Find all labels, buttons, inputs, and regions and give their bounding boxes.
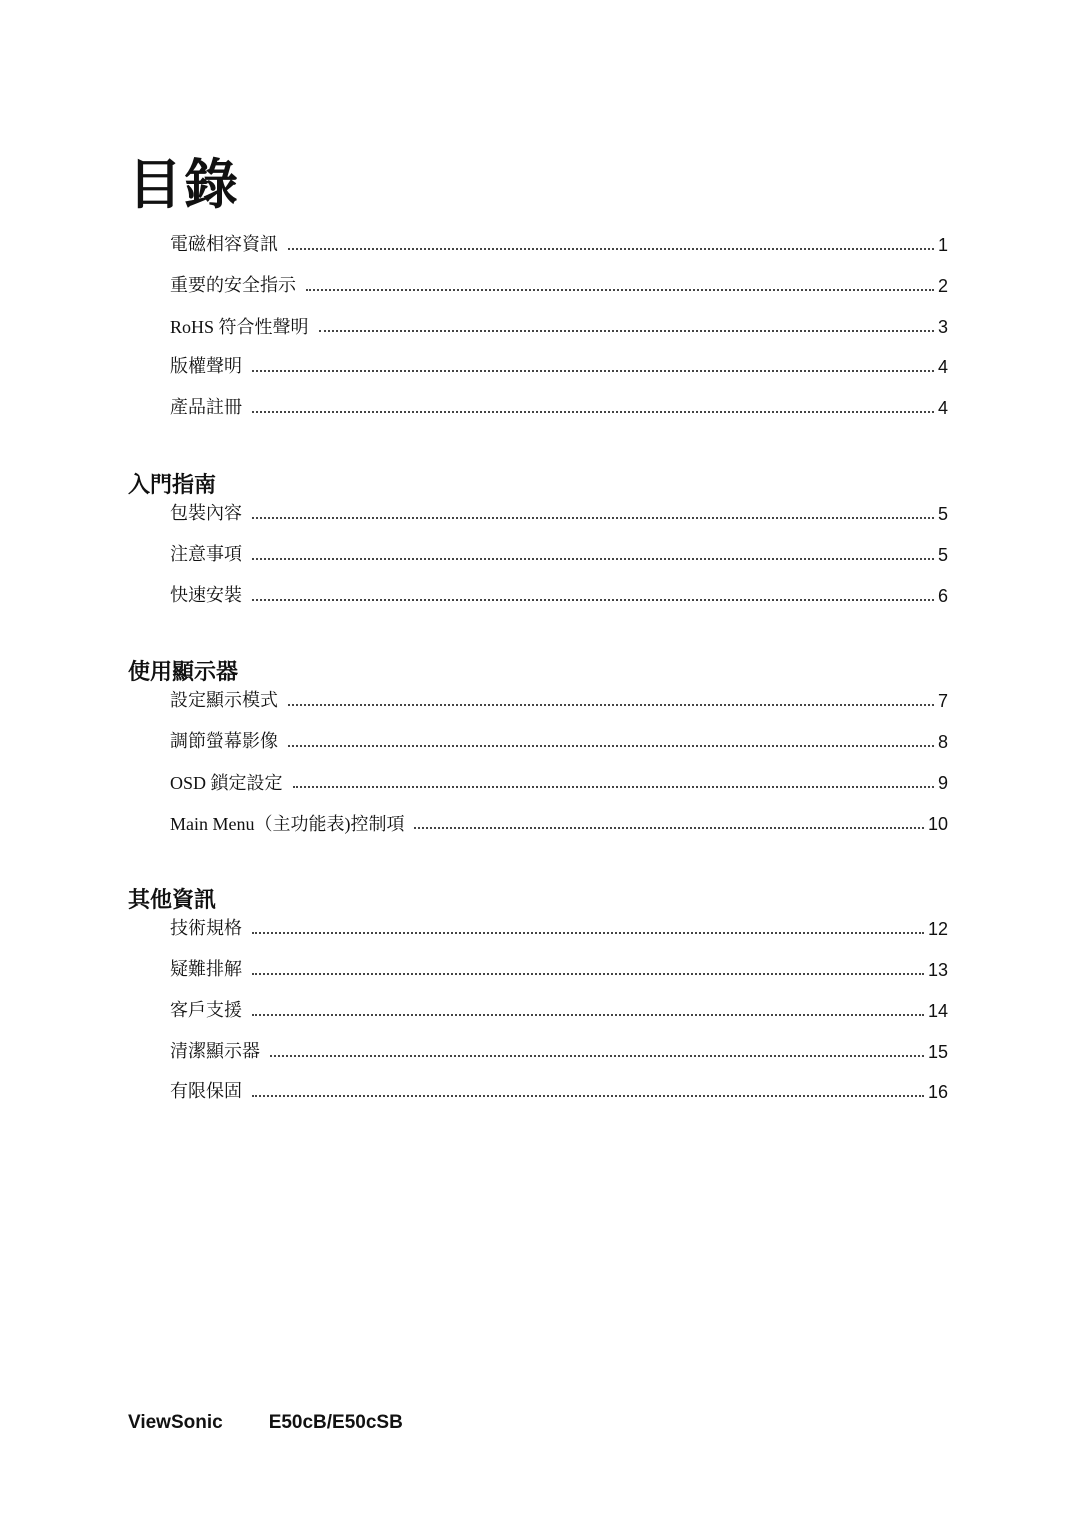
toc-entry-label: 注意事項 <box>170 544 242 565</box>
toc-entry-label: RoHS 符合性聲明 <box>170 317 309 337</box>
toc-dot-leader <box>293 786 934 788</box>
toc-entry-label: 技術規格 <box>170 918 242 939</box>
toc-entry[interactable] <box>170 912 948 938</box>
toc-page-number: 7 <box>937 691 948 711</box>
toc-page-number: 2 <box>937 276 948 296</box>
toc-page-number: 10 <box>927 814 948 834</box>
toc-entry-label: OSD 鎖定設定 <box>170 773 283 793</box>
section-heading: 入門指南 <box>128 473 217 499</box>
toc-page-number: 13 <box>927 960 948 980</box>
toc-entry[interactable] <box>170 766 948 792</box>
toc-dot-leader <box>319 330 934 332</box>
toc-page-number: 16 <box>927 1082 948 1102</box>
toc-dot-leader <box>252 411 934 413</box>
page-footer <box>128 1412 403 1434</box>
toc-page-number: 3 <box>937 317 948 337</box>
toc-entry-label: 版權聲明 <box>170 356 242 377</box>
section-heading: 其他資訊 <box>128 888 217 914</box>
toc-entry-label: 調節螢幕影像 <box>170 731 278 752</box>
toc-page-number: 14 <box>927 1001 948 1021</box>
footer-brand: ViewSonic <box>128 1412 223 1433</box>
toc-page-number: 4 <box>937 398 948 418</box>
toc-entry[interactable] <box>170 391 948 417</box>
toc-entry[interactable] <box>170 953 948 979</box>
toc-page-number: 15 <box>927 1042 948 1062</box>
toc-entry-label: 疑難排解 <box>170 959 242 980</box>
toc-page-number: 4 <box>937 357 948 377</box>
toc-dot-leader <box>252 599 934 601</box>
toc-entry-label: 設定顯示模式 <box>170 690 278 711</box>
toc-entry[interactable] <box>170 228 948 254</box>
toc-dot-leader <box>252 517 934 519</box>
footer-model: E50cB/E50cSB <box>268 1412 403 1433</box>
toc-entry[interactable] <box>170 579 948 605</box>
toc-entry[interactable] <box>170 1035 948 1061</box>
toc-entry[interactable] <box>170 725 948 751</box>
toc-entry[interactable] <box>170 350 948 376</box>
toc-dot-leader <box>252 973 924 975</box>
toc-entry[interactable] <box>170 538 948 564</box>
toc-entry[interactable] <box>170 497 948 523</box>
toc-dot-leader <box>306 289 934 291</box>
toc-dot-leader <box>252 1095 924 1097</box>
toc-page-number: 6 <box>937 586 948 606</box>
toc-dot-leader <box>252 370 934 372</box>
toc-dot-leader <box>252 1014 924 1016</box>
toc-page-number: 9 <box>937 773 948 793</box>
toc-dot-leader <box>288 745 934 747</box>
toc-entry[interactable] <box>170 684 948 710</box>
toc-dot-leader <box>288 704 934 706</box>
toc-page-number: 8 <box>937 732 948 752</box>
toc-entry-label: Main Menu（主功能表)控制項 <box>170 814 405 834</box>
toc-entry[interactable] <box>170 269 948 295</box>
toc-page-number: 12 <box>927 919 948 939</box>
toc-entry[interactable] <box>170 1075 948 1101</box>
toc-entry-label: 電磁相容資訊 <box>170 234 278 255</box>
toc-page-number: 5 <box>937 545 948 565</box>
toc-dot-leader <box>252 932 924 934</box>
toc-entry[interactable] <box>170 807 948 833</box>
page-title: 目錄 <box>128 153 240 217</box>
toc-entry-label: 有限保固 <box>170 1081 242 1102</box>
section-heading: 使用顯示器 <box>128 660 239 686</box>
toc-page-number: 1 <box>937 235 948 255</box>
toc-dot-leader <box>252 558 934 560</box>
toc-dot-leader <box>414 827 923 829</box>
toc-entry-label: 重要的安全指示 <box>170 275 296 296</box>
toc-entry[interactable] <box>170 994 948 1020</box>
toc-dot-leader <box>270 1055 924 1057</box>
toc-page-number: 5 <box>937 504 948 524</box>
toc-entry-label: 產品註冊 <box>170 397 242 418</box>
toc-entry[interactable] <box>170 310 948 336</box>
toc-entry-label: 快速安裝 <box>170 585 242 606</box>
toc-entry-label: 包裝內容 <box>170 503 242 524</box>
toc-entry-label: 客戶支援 <box>170 1000 242 1021</box>
toc-entry-label: 清潔顯示器 <box>170 1041 260 1062</box>
toc-dot-leader <box>288 248 934 250</box>
